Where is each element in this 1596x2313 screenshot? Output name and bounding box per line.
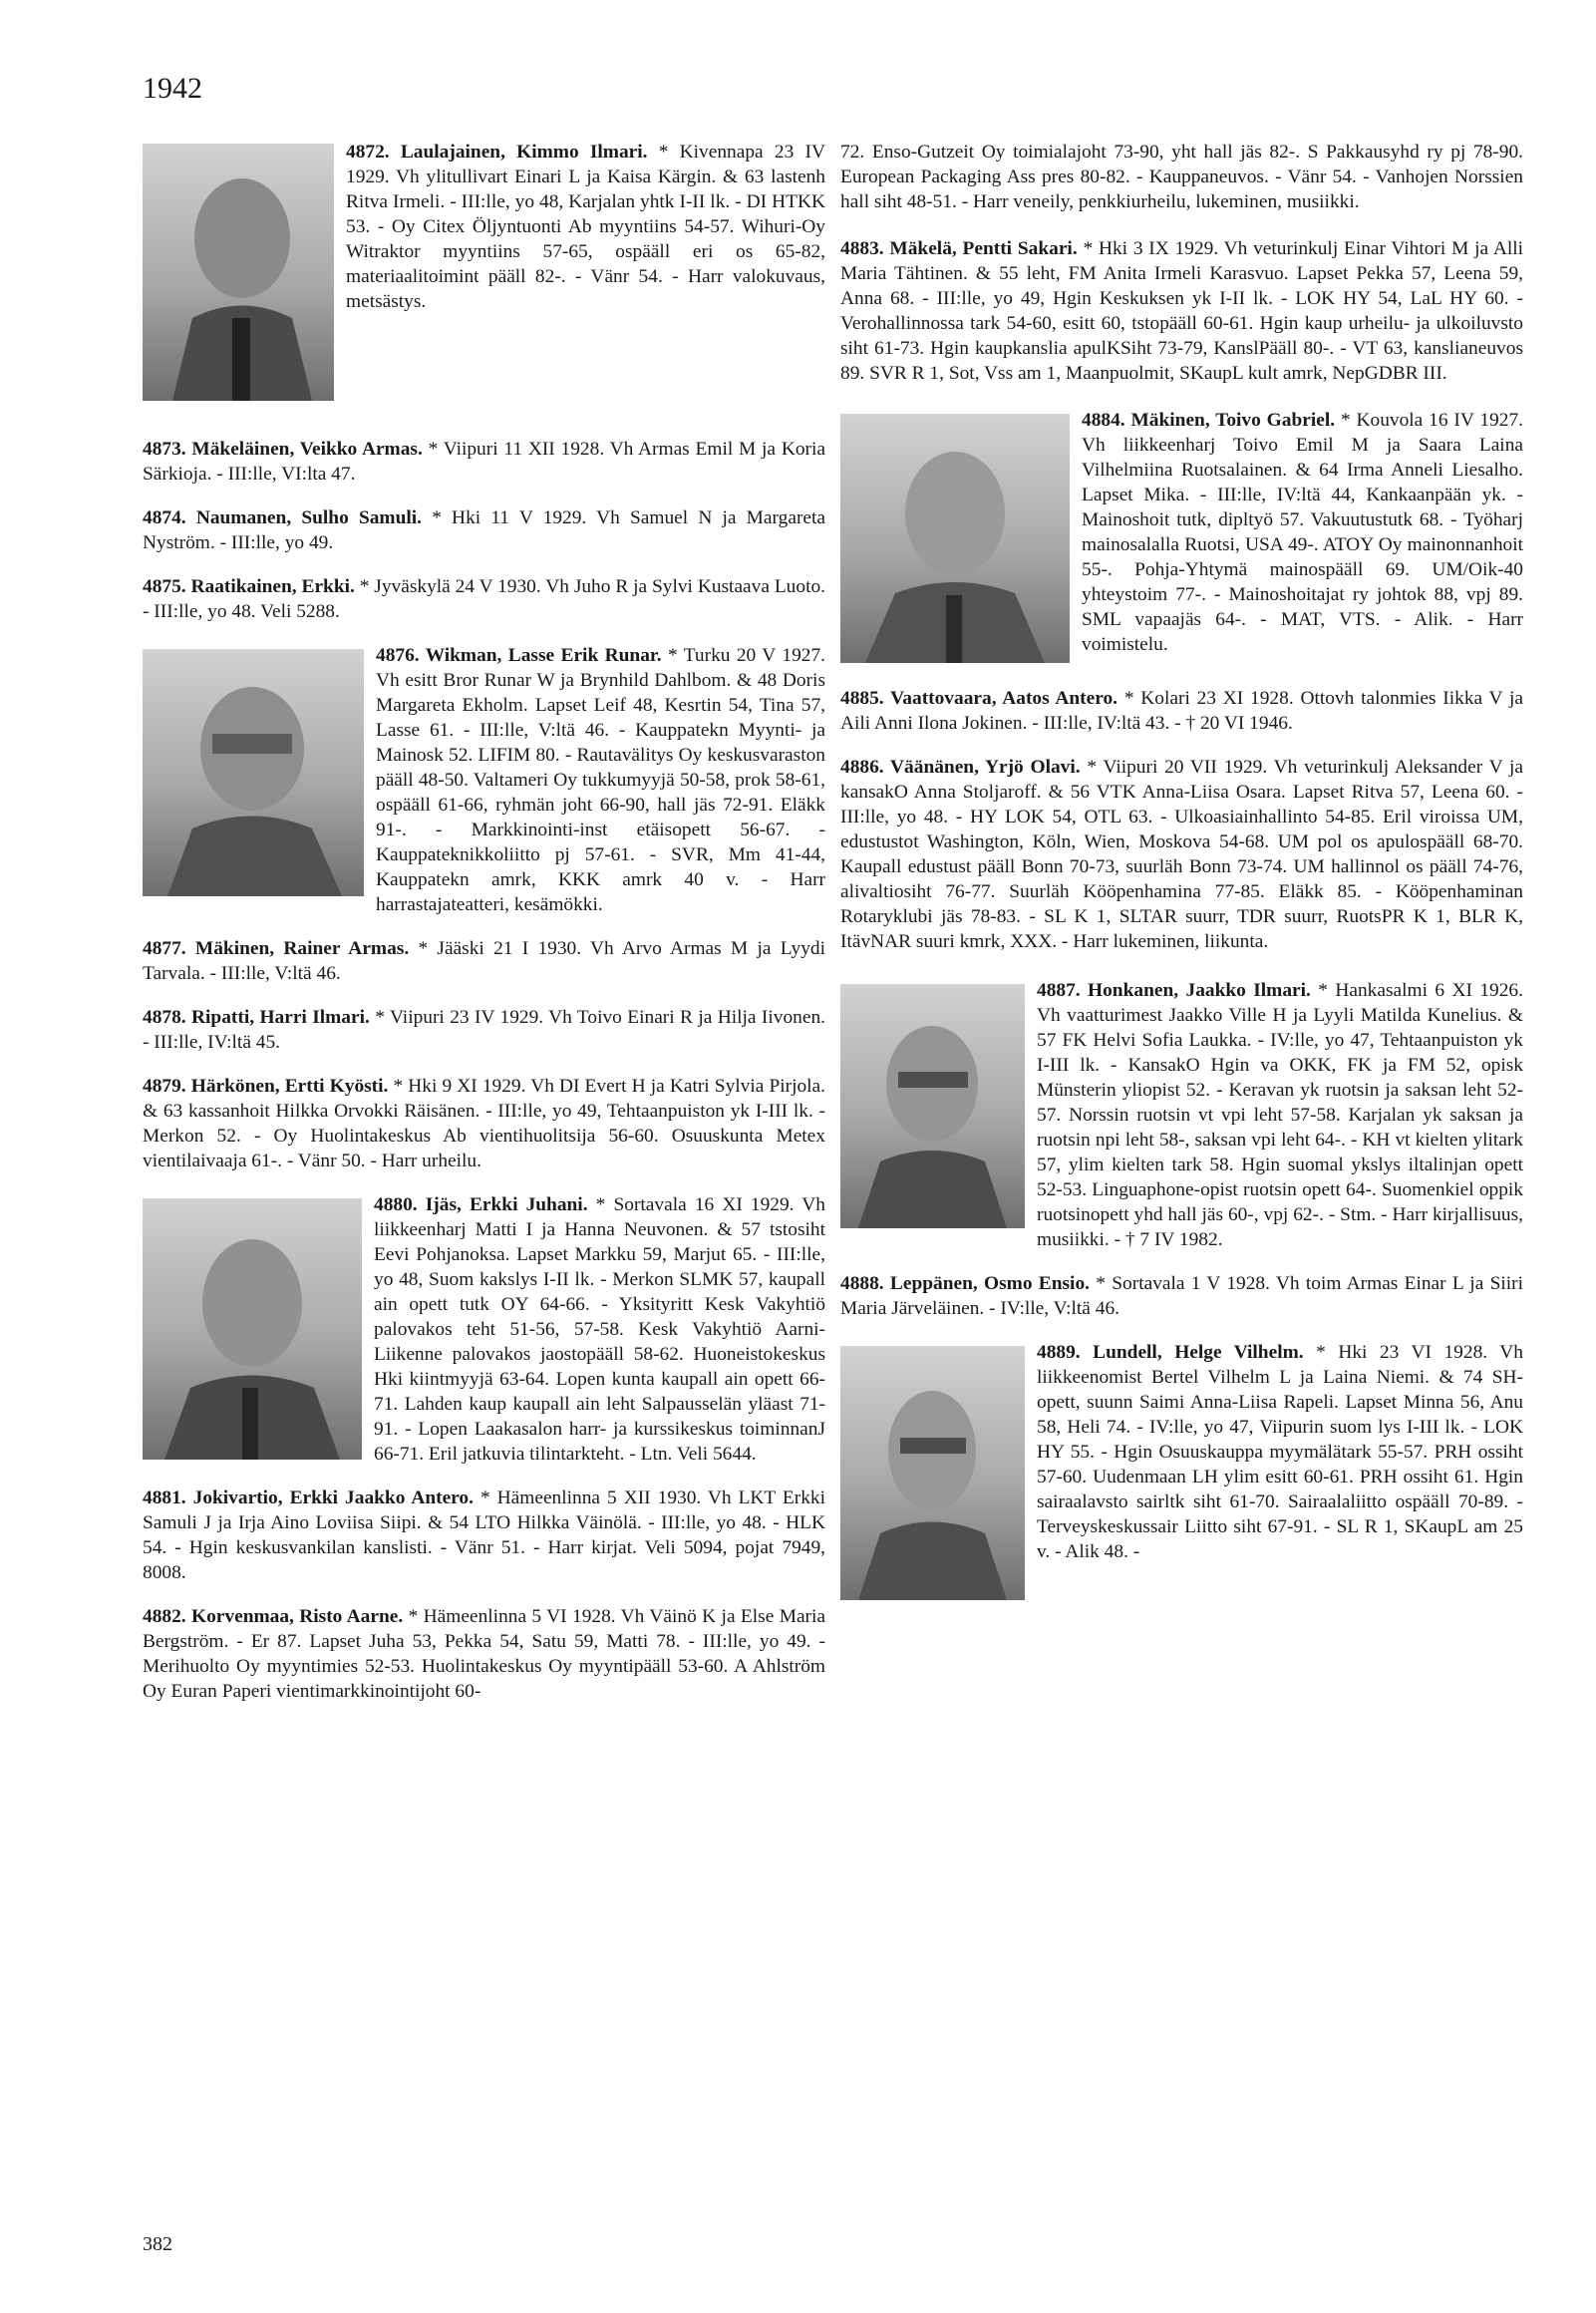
- entry-4875: [143, 574, 825, 624]
- entry-name: Laulajainen, Kimmo Ilmari.: [400, 142, 659, 163]
- entry-number: 4880.: [374, 1194, 426, 1215]
- entry-4888: [840, 1271, 1523, 1321]
- entry-name: Leppänen, Osmo Ensio.: [889, 1273, 1097, 1294]
- portrait-photo: [840, 414, 1070, 663]
- entry-name: Naumanen, Sulho Samuli.: [195, 507, 433, 528]
- entry-4876: [143, 643, 825, 917]
- entry-number: 4883.: [840, 238, 890, 259]
- entry-text: * Hki 11 V 1929. Vh Samuel N ja Margareta Nyström. - III:lle, yo 49.: [143, 507, 825, 553]
- entry-name: Mäkeläinen, Veikko Armas.: [191, 439, 429, 460]
- entry-number: 4872.: [346, 142, 401, 163]
- page-year-header: 1942: [143, 72, 202, 105]
- entry-name: Väänänen, Yrjö Olavi.: [890, 757, 1088, 778]
- entry-text: * Turku 20 V 1927. Vh esitt Bror Runar W ja Brynhild Dahlbom. & 48 Doris Margareta Ekholm. Lapset Leif 48, Kesrtin 54, Tina 57, Lasse 61. - III:lle, V:ltä 46. - Kauppatekn Myynti- ja Mainosk 52. LIFIM 80. - Rautavälitys Oy keskusvaraston pääll 48-50. Valtameri Oy tukkumyyjä 50-58, prok 58-61, ospääll 61-66, ryhmän joht 66-90, hall jäs 72-91. Eläkk 91-. - Markkinointi-inst etäisopett 56-67. - Kauppateknikkoliitto pj 57-61. - SVR, Mm 41-44, Kauppatekn amrk, KKK amrk 40 v. - Harr harrastajateatteri, kesämökki.: [376, 645, 825, 915]
- portrait-photo: [840, 1346, 1025, 1600]
- entry-name: Lundell, Helge Vilhelm.: [1093, 1342, 1317, 1363]
- entry-name: Mäkinen, Toivo Gabriel.: [1130, 410, 1341, 431]
- entry-text: * Hämeenlinna 5 VI 1928. Vh Väinö K ja Else Maria Bergström. - Er 87. Lapset Juha 53, Pekka 54, Satu 59, Matti 78. - III:lle, yo 49. - Merihuolto Oy myyntimies 52-53. Huolintakeskus Oy myyntipääll 53-60. A Ahlström Oy Euran Paperi vientimarkkinointijoht 60-: [143, 1606, 825, 1702]
- portrait-photo: [840, 984, 1025, 1228]
- entry-4877: [143, 936, 825, 986]
- entry-text: * Kolari 23 XI 1928. Ottovh talonmies Iikka V ja Aili Anni Ilona Jokinen. - III:lle, IV:ltä 43. - † 20 VI 1946.: [840, 688, 1523, 734]
- entry-text: * Viipuri 23 IV 1929. Vh Toivo Einari R ja Hilja Iivonen. - III:lle, IV:ltä 45.: [143, 1007, 825, 1053]
- entry-number: 4874.: [143, 507, 196, 528]
- page-number: 382: [143, 2233, 172, 2255]
- entry-name: Mäkinen, Rainer Armas.: [194, 938, 419, 959]
- entry-name: Wikman, Lasse Erik Runar.: [425, 645, 668, 666]
- entry-4883: [840, 236, 1523, 386]
- entry-continuation: 72. Enso-Gutzeit Oy toimialajoht 73-90, yht hall jäs 82-. S Pakkausyhd ry pj 78-90. European Packaging Ass pres 80-82. - Kauppaneuvos. - Vänr 54. - Vanhojen Norssien hall siht 48-51. - Harr veneily, penkkiurheilu, lukeminen, musiikki.: [840, 142, 1523, 212]
- entry-number: 4882.: [143, 1606, 192, 1627]
- entry-text: * Hki 9 XI 1929. Vh DI Evert H ja Katri Sylvia Pirjola. & 63 kassanhoit Hilkka Orvokki Räisänen. - III:lle, yo 49, Tehtaanpuiston yk I-III lk. - Merkon 52. - Oy Huolintakeskus Ab vientihuolitsija 56-60. Osuuskunta Metex vientilaivaaja 61-. - Vänr 50. - Harr urheilu.: [143, 1076, 825, 1171]
- entry-4880: [143, 1192, 825, 1467]
- entry-4874: [143, 505, 825, 555]
- entry-text: * Sortavala 1 V 1928. Vh toim Armas Einar L ja Siiri Maria Järveläinen. - IV:lle, V:ltä 46.: [840, 1273, 1523, 1319]
- entry-text: * Jyväskylä 24 V 1930. Vh Juho R ja Sylvi Kustaava Luoto. - III:lle, yo 48. Veli 5288.: [143, 576, 826, 622]
- entry-4882: [143, 1604, 825, 1704]
- entry-name: Ripatti, Harri Ilmari.: [191, 1007, 376, 1028]
- entry-name: Härkönen, Ertti Kyösti.: [190, 1076, 394, 1097]
- portrait-photo: [143, 1198, 362, 1460]
- entry-4873: [143, 437, 825, 487]
- entry-name: Vaattovaara, Aatos Antero.: [890, 688, 1124, 709]
- entry-4886: [840, 755, 1523, 954]
- portrait-photo: [143, 649, 364, 896]
- entry-text: * Hankasalmi 6 XI 1926. Vh vaatturimest Jaakko Ville H ja Lyyli Matilda Kunelius. & 57 FK Helvi Sofia Laukka. - IV:lle, yo 47, Tehtaanpuiston yk I-III lk. - KansakO Hgin va OKK, FK ja FM 52, opisk Münsterin yliopist 52. - Keravan yk ruotsin ja saksan leht 52-57. Norssin ruotsin vt vpi leht 57-58. Karjalan yk saksan ja ruotsin npi leht 58-, saksan vpi leht 64-. - KH vt kielten ylitark 57, ylim kielten tark 58. Hgin suomal ykslys iltalinjan opett 52-53. Linguaphone-opist ruotsin opett 64-. Suomenkiel oppik ruotsinopett yhd hall jäs 60-, vpj 62-. - Stm. - Harr kirjallisuus, musiikki. - † 7 IV 1982.: [1037, 980, 1523, 1250]
- entry-text: * Sortavala 16 XI 1929. Vh liikkeenharj Matti I ja Hanna Neuvonen. & 57 tstosiht Eevi Pohjanoksa. Lapset Markku 59, Marjut 65. - III:lle, yo 48, Suom kakslys I-II lk. - Merkon SLMK 57, kaupall ain opett tutk OY 64-66. - Yksityritt Kesk Vakyhtiö palovakos teht 51-56, 57-58. Kesk Vakyhtiö Aarni-Liikenne palovakos jaostopääll 58-62. Huoneistokeskus Hki kiintmyyjä 63-64. Lopen kunta kaupall ain opett 66-71. Lahden kaup kaupall ain leht Salpausselän yläast 71-91. - Lopen Laakasalon harr- ja kurssikeskus toiminnanJ 66-71. Eril jatkuvia tilintarkteht. - Ltn. Veli 5644.: [374, 1194, 825, 1465]
- entry-text: * Kivennapa 23 IV 1929. Vh ylitullivart Einari L ja Kaisa Kärgin. & 63 lastenh Ritva Irmeli. - III:lle, yo 48, Karjalan yhtk I-II lk. - DI HTKK 53. - Oy Citex Öljyntuonti Ab myyntiins 54-57. Wihuri-Oy Witraktor myyntiins 57-65, ospääll eri os 65-82, materiaalitoimint pääll 82-. - Vänr 54. - Harr valokuvaus, metsästys.: [346, 142, 825, 312]
- entry-text: * Jääski 21 I 1930. Vh Arvo Armas M ja Lyydi Tarvala. - III:lle, V:ltä 46.: [143, 938, 825, 984]
- entry-number: 4877.: [143, 938, 195, 959]
- entry-text: * Hki 3 IX 1929. Vh veturinkulj Einar Vihtori M ja Alli Maria Tähtinen. & 55 leht, FM Anita Irmeli Karasvuo. Lapset Pekka 57, Leena 59, Anna 68. - III:lle, yo 49, Hgin Keskuksen yk I-II lk. - LOK HY 54, LaL HY 60. - Verohallinnossa tark 54-60, esitt 60, tstopääll 60-61. Hgin kaup urheilu- ja ulkoiluvsto siht 61-73. Hgin kaupkanslia apulKSiht 73-79, KanslPääll 80-. - VT 63, kanslianeuvos 89. SVR R 1, Sot, Vss am 1, Maanpuolmit, SKaupL kult amrk, NepGDBR III.: [840, 238, 1523, 384]
- entry-name: Mäkelä, Pentti Sakari.: [889, 238, 1084, 259]
- entry-number: 4885.: [840, 688, 891, 709]
- entry-text: * Viipuri 20 VII 1929. Vh veturinkulj Aleksander V ja kansakO Anna Stoljaroff. & 56 VTK Anna-Liisa Osara. Lapset Ritva 57, Leena 60. - III:lle, yo 48. - HY LOK 54, OTL 63. - Ulkoasiainhallinto 54-85. Eril viroissa UM, edustustot Washington, Köln, Wien, Moskova 54-68. UM pol os apulospääll 68-70. Kaupall edustust pääll Bonn 70-73, suurläh Bonn 73-74. UM hallinnol os pääll 74-76, alivaltiosiht 76-77. Suurläh Kööpenhamina 77-85. Eläkk 85. - Kööpenhaminan Rotaryklubi jäs 78-83. - SL K 1, SLTAR suurr, TDR suurr, RuotsPR K 1, BLR K, ItävNAR suuri kmrk, XXX. - Harr lukeminen, liikunta.: [840, 757, 1523, 952]
- entry-number: 4878.: [143, 1007, 192, 1028]
- entry-4879: [143, 1074, 825, 1173]
- entry-number: 4887.: [1037, 980, 1089, 1001]
- right-column: [840, 140, 1523, 1623]
- entry-text: * Viipuri 11 XII 1928. Vh Armas Emil M ja Koria Särkioja. - III:lle, VI:lta 47.: [143, 439, 825, 485]
- left-column: [143, 140, 825, 1723]
- entry-number: 4888.: [840, 1273, 890, 1294]
- entry-name: Ijäs, Erkki Juhani.: [425, 1194, 596, 1215]
- entry-number: 4886.: [840, 757, 891, 778]
- entry-number: 4884.: [1082, 410, 1131, 431]
- entry-text: * Hki 23 VI 1928. Vh liikkeenomist Bertel Vilhelm L ja Laina Niemi. & 74 SH-opett, suunn Saimi Anna-Liisa Rapeli. Lapset Minna 56, Anu 58, Heli 74. - IV:lle, yo 47, Viipurin suom lys I-III lk. - LOK HY 55. - Hgin Osuuskauppa myymälätark 55-57. PRH ossiht 57-60. Uudenmaan LH ylim esitt 60-61. PRH ossiht 61. Hgin sairaalavsto sairltk siht 61-70. Sairaalaliitto ospääll 70-89. - Terveyskeskussair Liitto siht 67-91. - SL R 1, SKaupL am 25 v. - Alik 48. -: [1037, 1342, 1523, 1562]
- entry-name: Raatikainen, Erkki.: [190, 576, 360, 597]
- entry-4889: [840, 1340, 1523, 1604]
- entry-4878: [143, 1005, 825, 1055]
- entry-number: 4879.: [143, 1076, 191, 1097]
- entry-name: Honkanen, Jaakko Ilmari.: [1088, 980, 1319, 1001]
- entry-4881: [143, 1486, 825, 1585]
- entry-number: 4889.: [1037, 1342, 1094, 1363]
- entry-name: Korvenmaa, Risto Aarne.: [191, 1606, 409, 1627]
- entry-text: * Kouvola 16 IV 1927. Vh liikkeenharj Toivo Emil M ja Saara Laina Vilhelmiina Ruotsalainen. & 64 Irma Anneli Liesalho. Lapset Mika. - III:lle, IV:ltä 44, Kankaanpään yk. - Mainoshoit tutk, dipltyö 57. Vakuutustutk 68. - Työharj mainosalalla Ruotsi, USA 49-. ATOY Oy mainonnanhoit 55-. Pohja-Yhtymä mainospääll 69. UM/Oik-40 yhteystoim 77-. - Mainoshoitajat ry johtok 88, vpj 89. SML vapaajäs 64-. - MAT, VTS. - Alik. - Harr voimistelu.: [1082, 410, 1523, 655]
- entry-4885: [840, 686, 1523, 736]
- entry-4884: [840, 408, 1523, 667]
- entry-number: 4873.: [143, 439, 192, 460]
- entry-4872: [143, 140, 825, 405]
- entry-number: 4881.: [143, 1487, 193, 1508]
- entry-name: Jokivartio, Erkki Jaakko Antero.: [192, 1487, 480, 1508]
- portrait-photo: [143, 144, 334, 401]
- entry-number: 4875.: [143, 576, 191, 597]
- entry-number: 4876.: [376, 645, 426, 666]
- entry-4887: [840, 978, 1523, 1252]
- entry-text: * Hämeenlinna 5 XII 1930. Vh LKT Erkki Samuli J ja Irja Aino Loviisa Siipi. & 54 LTO Hilkka Väinölä. - III:lle, yo 48. - HLK 54. - Hgin keskusvankilan kanslisti. - Vänr 51. - Harr kirjat. Veli 5094, pojat 7949, 8008.: [143, 1487, 825, 1583]
